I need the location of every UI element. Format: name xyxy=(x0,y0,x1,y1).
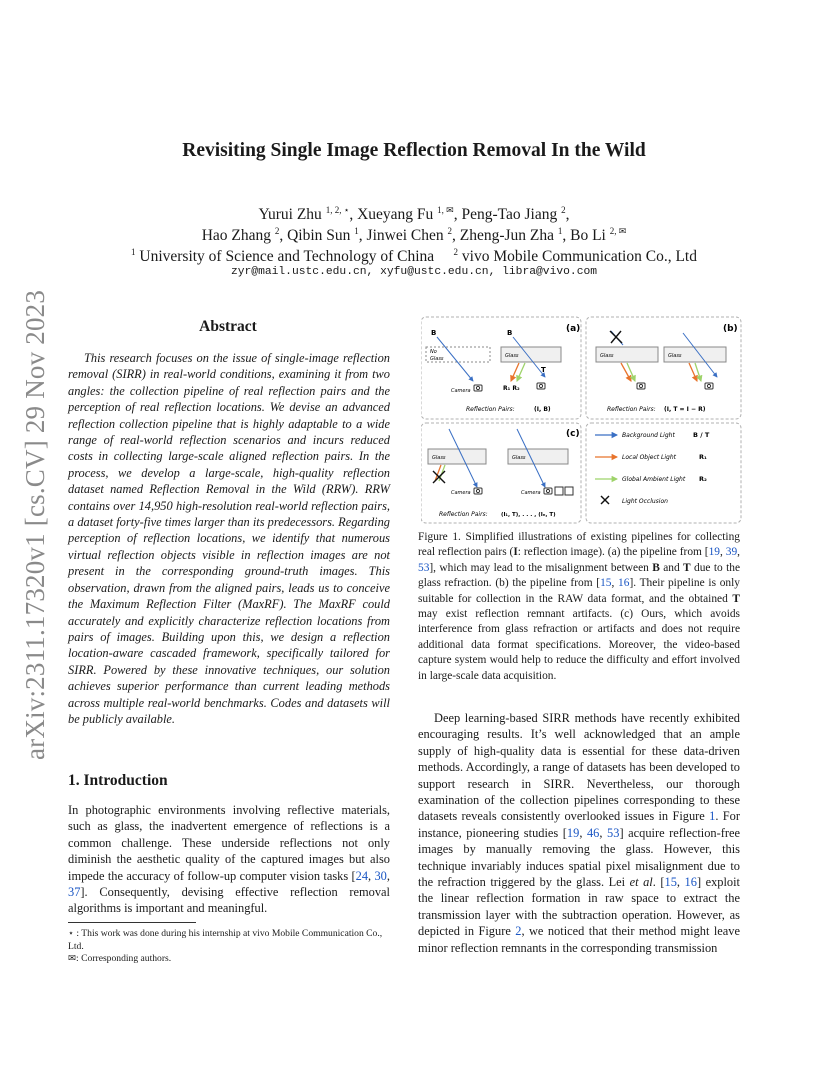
panel-c-glass-1: Glass xyxy=(432,455,446,461)
citation-link[interactable]: 53 xyxy=(418,561,430,574)
citation-link[interactable]: 24 xyxy=(355,868,369,883)
author-affiliation-sup: 1 xyxy=(557,226,563,236)
affil-2-sup: 2 xyxy=(453,247,459,257)
panel-b-pairs-label: Reflection Pairs: xyxy=(607,406,656,413)
right-column-text xyxy=(418,710,740,956)
panel-a-label-b2: B xyxy=(507,329,513,337)
citation-link[interactable]: 19 xyxy=(566,825,580,840)
author-name: Bo Li xyxy=(570,227,610,244)
footnotes xyxy=(68,928,390,966)
legend-symbol-background: B / T xyxy=(693,431,710,439)
panel-a-t: T xyxy=(541,366,546,374)
figure-panel-c xyxy=(421,423,581,523)
figure-1 xyxy=(421,315,743,525)
author-separator: , xyxy=(453,206,462,223)
author-name: Hao Zhang xyxy=(201,227,275,244)
section-heading-introduction: 1. Introduction xyxy=(68,772,168,789)
citation-link[interactable]: 46 xyxy=(586,825,600,840)
panel-a-tag: (a) xyxy=(566,324,581,334)
camera-icon xyxy=(544,488,552,494)
citation-link[interactable]: 1 xyxy=(709,809,716,824)
bold-symbol: T xyxy=(683,561,691,574)
panel-a-camera: Camera xyxy=(451,388,471,394)
panel-c-pairs-label: Reflection Pairs: xyxy=(439,511,488,518)
author-affiliation-sup: 1, ✉ xyxy=(437,205,454,215)
author-affiliation-sup: 2, ✉ xyxy=(609,226,627,236)
video-rig-icon xyxy=(555,487,563,495)
text-run: Deep learning-based SIRR methods have recently exhibited encouraging results. It’s well acknowledged that an ample supply of high-quality data is essential for these data-driven methods. Accordingly, a range of datasets has been developed to support research in SIRR. Nevertheless, our thorough examination of the collection pipelines corresponding to these datasets reveals consistently overlooked issues in Figure xyxy=(418,711,740,824)
legend-symbol-global: R₂ xyxy=(699,475,707,483)
bold-symbol: I xyxy=(513,546,518,559)
legend-label-local: Local Object Light xyxy=(622,454,676,461)
panel-b-glass-2: Glass xyxy=(668,353,682,359)
camera-icon xyxy=(637,383,645,389)
text-run: , xyxy=(676,875,685,890)
affiliation-1: University of Science and Technology of China xyxy=(135,248,435,265)
author-name: Yurui Zhu xyxy=(258,206,326,223)
abstract-heading: Abstract xyxy=(199,318,257,335)
abstract-text xyxy=(68,350,390,727)
arxiv-stamp: arXiv:2311.17320v1 [cs.CV] 29 Nov 2023 xyxy=(20,289,50,760)
author-affiliation-sup: 2 xyxy=(561,205,566,215)
panel-b-glass-1: Glass xyxy=(600,353,614,359)
author-separator: , xyxy=(358,227,367,244)
text-run: , xyxy=(611,577,619,590)
camera-icon xyxy=(537,383,545,389)
abstract-paragraph: This research focuses on the issue of single-image reflection removal (SIRR) in real-world conditions, examining it from two angles: the collection pipeline of real reflection pairs and the perception of real reflection locations. We devise an advanced reflection collection pipeline that is highly adaptable to a wide range of real-world reflection scenarios and incurs reduced costs in collecting large-scale aligned reflection pairs. In the process, we develop a large-scale, high-quality reflection dataset named Reflection Removal in the Wild (RRW). RRW contains over 14,950 high-resolution real-world reflection pairs, a dataset forty-five times larger than its predecessors. Regarding perception of reflection locations, we identify that numerous virtual reflection objects visible in reflection images are not present in the corresponding ground-truth images. This observation, drawn from the aligned pairs, leads us to conceive the Maximum Reflection Filter (MaxRF). The MaxRF could accurately and explicitly characterize reflection locations from pairs of images. Building upon this, we design a reflection location-aware cascaded framework, specifically tailored for SIRR. Powered by these innovative techniques, our solution achieves superior performance than current leading methods across multiple real-world benchmarks. Codes and datasets will be publicly available. xyxy=(68,351,390,726)
legend-label-background: Background Light xyxy=(622,432,675,439)
legend-label-occlusion: Light Occlusion xyxy=(622,498,668,505)
figure-panel-a xyxy=(421,317,581,419)
panel-c-camera-1: Camera xyxy=(451,490,471,496)
text-run: , xyxy=(719,546,726,559)
author-affiliation-sup: 1 xyxy=(354,226,359,236)
text-run: In photographic environments involving reflective materials, such as glass, the inadvertent emergence of reflections is a common challenge. These underside reflections not only diminish the aesthetic quality of the captured images but also impede the accuracy of follow-up computer vision tasks [ xyxy=(68,803,390,883)
author-name: Xueyang Fu xyxy=(357,206,438,223)
bold-symbol: T xyxy=(732,592,740,605)
author-name: Qibin Sun xyxy=(287,227,355,244)
affiliations xyxy=(0,246,828,267)
text-run: . [ xyxy=(652,875,665,890)
citation-link[interactable]: 19 xyxy=(708,546,720,559)
citation-link[interactable]: 39 xyxy=(725,546,738,559)
intro-paragraph xyxy=(68,802,390,917)
text-run: ]. Consequently, devising effective reflection removal algorithms is important and meaningful. xyxy=(68,885,390,916)
author-separator: , xyxy=(349,206,358,223)
figure-legend xyxy=(586,423,741,523)
author-separator: , xyxy=(562,227,571,244)
camera-icon xyxy=(705,383,713,389)
affiliation-2: vivo Mobile Communication Co., Ltd xyxy=(458,248,697,265)
intro-text xyxy=(68,802,390,917)
citation-link[interactable]: 53 xyxy=(607,825,620,840)
panel-a-glass: Glass xyxy=(505,353,519,359)
footnote-corresponding: ✉: Corresponding authors. xyxy=(68,953,172,965)
citation-link[interactable]: 16 xyxy=(684,875,697,890)
panel-a-no-glass: No xyxy=(430,349,437,355)
text-run: : reflection image). (a) the pipeline from [ xyxy=(517,546,709,559)
text-run: Figure 1. Simplified illustrations of existing pipelines for collecting real reflection pairs ( xyxy=(418,531,740,559)
author-name: Peng-Tao Jiang xyxy=(461,206,562,223)
figure-1-caption xyxy=(418,530,740,684)
camera-icon xyxy=(474,385,482,391)
footnote-rule xyxy=(68,922,196,923)
footnote-internship: ⋆ : This work was done during his internship at vivo Mobile Communication Co., Ltd. xyxy=(68,928,383,952)
author-emails: zyr@mail.ustc.edu.cn, xyfu@ustc.edu.cn, libra@vivo.com xyxy=(230,266,598,278)
text-run: , xyxy=(599,825,608,840)
text-run: ] acquire reflection-free images by manually removing the glass. However, this technique invariably induces spatial pixel misalignment due to the refraction triggered by the glass. Lei xyxy=(418,825,740,890)
panel-a-r: R₁ R₂ xyxy=(503,385,520,392)
citation-link[interactable]: 2 xyxy=(515,924,522,939)
text-run: , xyxy=(386,868,390,883)
author-affiliation-sup: 2 xyxy=(447,226,452,236)
citation-link[interactable]: 30 xyxy=(374,868,387,883)
text-run: due to the glass refraction. (b) the pipeline from [ xyxy=(418,561,740,590)
panel-b-pairs-value: (I, T = I − R) xyxy=(664,406,706,413)
author-line-2 xyxy=(0,225,828,246)
panel-c-tag: (c) xyxy=(566,429,580,439)
author-name: Jinwei Chen xyxy=(366,227,448,244)
text-run: , xyxy=(368,868,375,883)
citation-link[interactable]: 15 xyxy=(664,875,677,890)
text-run: , we noticed that their method might leave minor reflection remnants in the corresponding transmission xyxy=(418,924,740,955)
affil-1-sup: 1 xyxy=(131,247,136,257)
author-separator: , xyxy=(565,206,570,223)
panel-b-tag: (b) xyxy=(723,324,738,334)
author-affiliation-sup: 1, 2, ⋆ xyxy=(325,205,350,215)
text-run: , xyxy=(737,546,740,559)
citation-link[interactable]: 37 xyxy=(68,885,81,900)
text-run: ], which may lead to the misalignment between xyxy=(429,561,653,574)
citation-link[interactable]: 16 xyxy=(618,577,630,590)
panel-c-pairs-value: (I₁, T), . . . , (Iₙ, T) xyxy=(501,512,556,518)
author-line-1 xyxy=(0,204,828,225)
bold-symbol: B xyxy=(652,561,660,574)
author-separator: , xyxy=(279,227,288,244)
camera-icon xyxy=(474,488,482,494)
panel-a-label-b1: B xyxy=(431,329,437,337)
figure-panel-b xyxy=(586,317,741,419)
text-run: , xyxy=(579,825,587,840)
legend-label-global: Global Ambient Light xyxy=(622,476,686,483)
text-run: ]. Their pipeline is only suitable for collection in the RAW data format, and the obtained xyxy=(418,577,740,605)
text-run: and xyxy=(659,561,684,574)
text-run: . For instance, pioneering studies [ xyxy=(418,809,740,840)
panel-a-pairs-label: Reflection Pairs: xyxy=(466,406,515,413)
author-name: Zheng-Jun Zha xyxy=(459,227,558,244)
author-affiliation-sup: 2 xyxy=(274,226,280,236)
panel-c-glass-2: Glass xyxy=(512,455,526,461)
legend-symbol-local: R₁ xyxy=(699,453,707,461)
panel-a-pairs-value: (I, B) xyxy=(534,406,551,413)
text-run: ] exploit the linear reflection formation in raw space to extract the transmission layer with the subtraction operation. However, as depicted in Figure xyxy=(418,875,741,939)
right-paragraph xyxy=(418,710,740,956)
svg-text:Glass: Glass xyxy=(430,356,444,362)
caption-paragraph xyxy=(418,530,740,684)
panel-c-camera-2: Camera xyxy=(521,490,541,496)
italic-text: et al xyxy=(629,875,653,890)
author-separator: , xyxy=(451,227,460,244)
author-block xyxy=(0,204,828,267)
citation-link[interactable]: 15 xyxy=(600,577,612,590)
paper-title: Revisiting Single Image Reflection Removal In the Wild xyxy=(182,140,646,161)
text-run: may exist reflection remnant artifacts. (c) Ours, which avoids interference from glass refraction or artifacts and does not require additional data format specifications. Moreover, the video-based capture system would help to reduce the difficulty and effort involved in large-scale data acquisition. xyxy=(418,608,740,682)
